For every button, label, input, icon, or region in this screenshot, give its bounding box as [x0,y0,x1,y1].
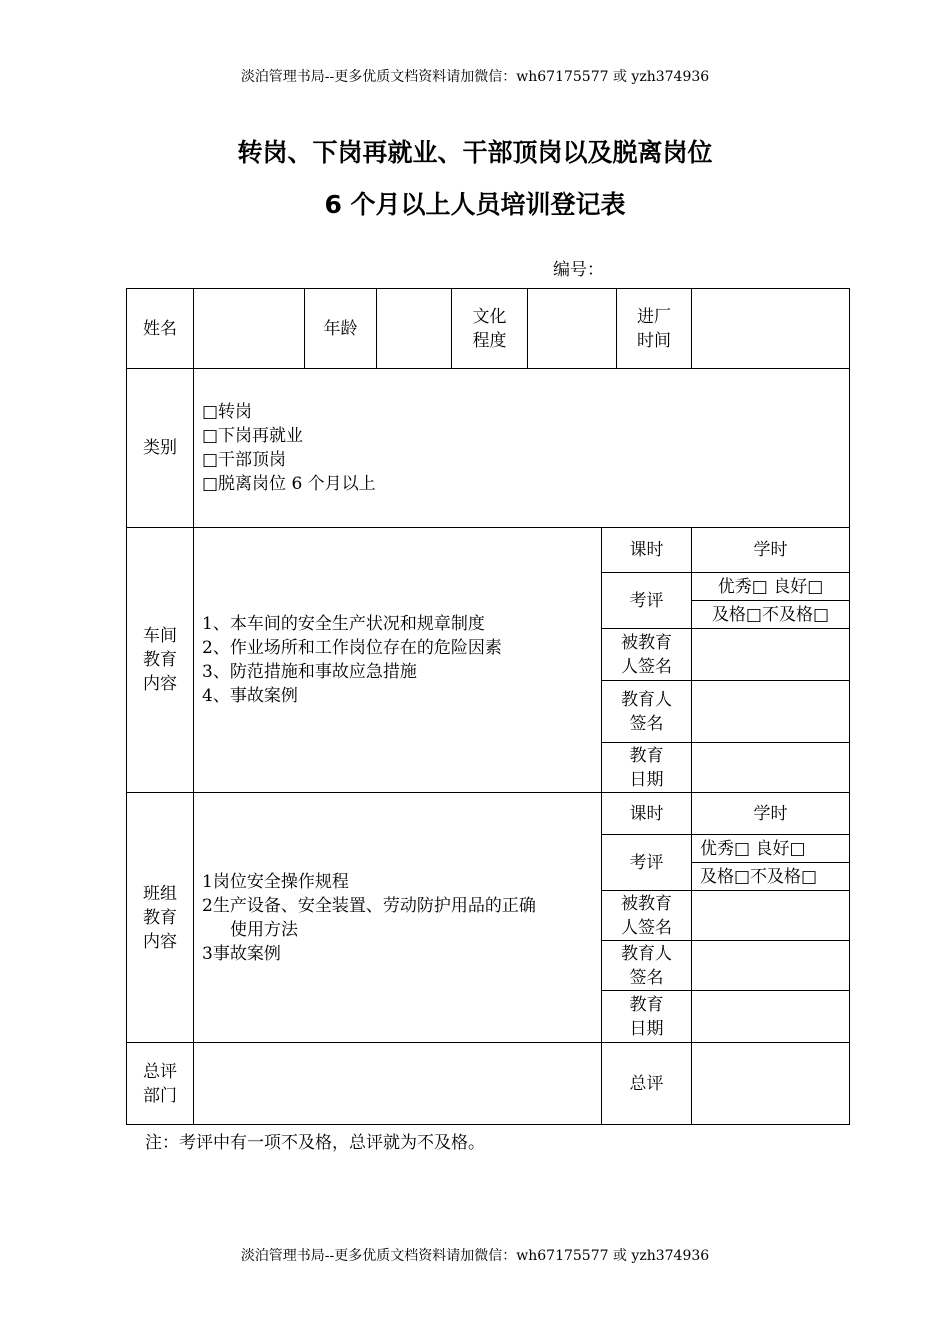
workshop-hours-value[interactable]: 学时 [692,528,850,573]
workshop-trainer-sign-line2: 签名 [629,713,664,734]
team-trainee-sign-line1: 被教育 [621,893,672,914]
name-field[interactable] [194,289,305,369]
workshop-trainer-sign-label [602,681,692,743]
team-hours-label: 课时 [602,793,692,835]
team-trainee-sign-field[interactable] [692,891,850,941]
age-label: 年龄 [305,289,377,369]
team-label-line1: 班组 [143,883,177,904]
education-field[interactable] [528,289,617,369]
join-date-field[interactable] [692,289,850,369]
team-content [194,793,602,1043]
join-date-label-line2: 时间 [637,330,671,351]
overall-dept-line1: 总评 [143,1061,177,1082]
workshop-trainee-sign-line2: 人签名 [621,656,672,677]
overall-dept-line2: 部门 [143,1085,177,1106]
workshop-hours-label: 课时 [602,528,692,573]
education-label-line2: 程度 [472,330,507,351]
category-option-cadre[interactable]: □干部顶岗 [202,450,287,470]
workshop-eval-options-1[interactable]: 优秀□ 良好□ [692,573,850,601]
form-title-line2: 6 个月以上人员培训登记表 [324,190,626,219]
footnote: 注：考评中有一项不及格，总评就为不及格。 [145,1133,485,1153]
workshop-trainer-sign-line1: 教育人 [621,689,672,710]
team-trainer-sign-field[interactable] [692,941,850,991]
team-hours-row [127,793,850,835]
personal-info-row [127,289,850,369]
team-hours-value[interactable]: 学时 [692,793,850,835]
workshop-eval-options-2[interactable]: 及格□不及格□ [692,601,850,629]
team-eval-label: 考评 [602,835,692,891]
workshop-trainee-sign-field[interactable] [692,629,850,681]
team-date-line1: 教育 [629,994,664,1015]
workshop-label-line1: 车间 [143,626,177,646]
team-date-line2: 日期 [629,1018,664,1039]
team-eval-options-1[interactable]: 优秀□ 良好□ [692,835,850,863]
team-trainee-sign-label [602,891,692,941]
age-field[interactable] [377,289,452,369]
workshop-date-label [602,743,692,793]
team-date-field[interactable] [692,991,850,1043]
category-option-transfer[interactable]: □转岗 [202,402,253,422]
category-row [127,369,850,528]
join-date-label [617,289,692,369]
category-option-reemployment[interactable]: □下岗再就业 [202,426,304,446]
workshop-content [194,528,602,793]
team-trainer-sign-line1: 教育人 [621,943,672,964]
footer-note: 淡泊管理书局--更多优质文档资料请加微信：wh67175577 或 yzh374936 [240,1248,710,1264]
overall-row [127,1043,850,1125]
team-label-line3: 内容 [143,931,177,952]
overall-eval-label: 总评 [602,1043,692,1125]
overall-eval-field[interactable] [692,1043,850,1125]
workshop-date-line1: 教育 [629,745,664,766]
category-option-absence[interactable]: □脱离岗位 6 个月以上 [202,474,376,494]
workshop-eval-label: 考评 [602,573,692,629]
team-item-2-continued: 使用方法 [230,919,298,940]
serial-number-label: 编号： [553,260,604,280]
workshop-trainee-sign-line1: 被教育 [621,632,672,653]
registration-form-table [126,288,850,1125]
team-item-1: 1岗位安全操作规程 [202,871,349,892]
team-trainee-sign-line2: 人签名 [621,917,672,938]
workshop-item-4: 4、事故案例 [202,686,298,706]
overall-dept-field[interactable] [194,1043,602,1125]
team-trainer-sign-label [602,941,692,991]
category-options [194,369,850,528]
team-item-2: 2生产设备、安全装置、劳动防护用品的正确 [202,895,536,916]
workshop-trainee-sign-label [602,629,692,681]
workshop-label-line2: 教育 [143,650,177,670]
workshop-date-field[interactable] [692,743,850,793]
form-title-line1: 转岗、下岗再就业、干部顶岗以及脱离岗位 [237,138,713,167]
workshop-item-3: 3、防范措施和事故应急措施 [202,662,417,682]
category-label: 类别 [127,369,194,528]
overall-dept-label [127,1043,194,1125]
workshop-trainer-sign-field[interactable] [692,681,850,743]
header-note: 淡泊管理书局--更多优质文档资料请加微信：wh67175577 或 yzh374936 [240,69,710,85]
workshop-label-line3: 内容 [143,674,177,694]
team-date-label [602,991,692,1043]
workshop-label [127,528,194,793]
workshop-item-2: 2、作业场所和工作岗位存在的危险因素 [202,638,502,658]
team-label [127,793,194,1043]
join-date-label-line1: 进厂 [637,306,671,327]
team-trainer-sign-line2: 签名 [629,967,664,988]
workshop-hours-row [127,528,850,573]
name-label: 姓名 [127,289,194,369]
workshop-date-line2: 日期 [629,769,664,790]
team-eval-options-2[interactable]: 及格□不及格□ [692,863,850,891]
education-label-line1: 文化 [472,306,507,327]
team-item-3: 3事故案例 [202,943,281,964]
team-label-line2: 教育 [143,907,177,928]
workshop-item-1: 1、本车间的安全生产状况和规章制度 [202,614,485,634]
education-label [452,289,528,369]
